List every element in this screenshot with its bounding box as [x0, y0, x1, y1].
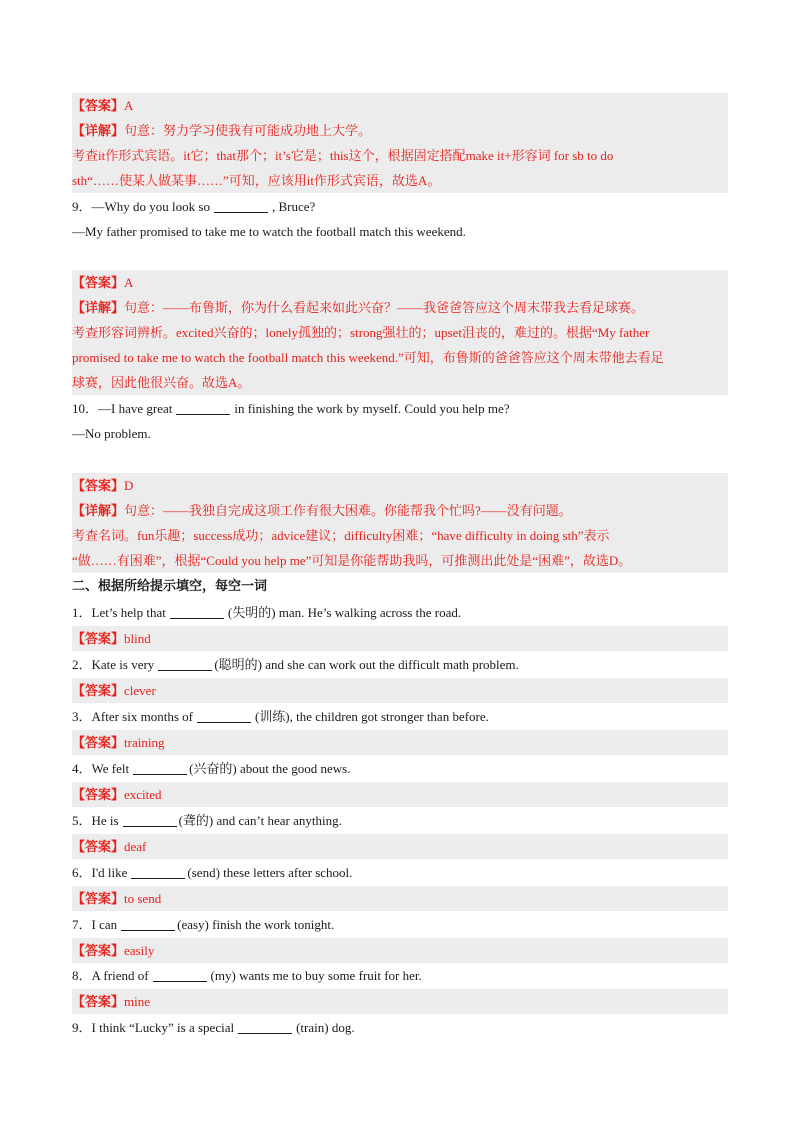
question-9-suffix: , Bruce?: [271, 199, 316, 214]
answer-line: [72, 678, 728, 703]
explanation-text: 句意：努力学习使我有可能成功地上大学。: [124, 123, 372, 138]
answer-line: [72, 782, 728, 807]
answer-label: 【答案】: [72, 891, 125, 906]
fill-question-6: [72, 860, 728, 885]
answer-line: [72, 938, 728, 963]
answer-line: [72, 93, 728, 118]
answer-value: to send: [124, 891, 162, 906]
fill-question-3: [72, 704, 728, 729]
fill-question-suffix: (失明的) man. He’s walking across the road.: [227, 605, 462, 620]
fill-question-prefix: 4．We felt: [72, 761, 130, 776]
fill-question-suffix: (聪明的) and she can work out the difficult math problem.: [214, 657, 519, 672]
answer-value: excited: [124, 787, 162, 802]
answer-value: A: [124, 275, 134, 290]
fill-question-9: [72, 1015, 728, 1040]
answer-label: 【答案】: [72, 631, 125, 646]
section-heading: 二、根据所给提示填空，每空一词: [72, 579, 268, 594]
question-9-prefix: 9．—Why do you look so: [72, 199, 210, 214]
fill-question-prefix: 3．After six months of: [72, 709, 193, 724]
answer-line: [72, 989, 728, 1014]
question-10-prefix: 10．—I have great: [72, 401, 173, 416]
answer-blank: [123, 812, 177, 827]
answer-blank: [238, 1019, 292, 1034]
answer-line: [72, 886, 728, 911]
fill-question-prefix: 5．He is: [72, 813, 119, 828]
answer-label: 【答案】: [72, 98, 125, 113]
answer-blank: [153, 967, 207, 982]
answer-line: [72, 834, 728, 859]
fill-question-suffix: (train) dog.: [296, 1020, 355, 1035]
fill-question-4: [72, 756, 728, 781]
answer-line: [72, 730, 728, 755]
question-10-stem: [72, 396, 728, 421]
fill-question-suffix: (训练), the children got stronger than before.: [254, 709, 489, 724]
fill-question-prefix: 1．Let’s help that: [72, 605, 166, 620]
answer-blank: [197, 708, 251, 723]
answer-label: 【答案】: [72, 275, 125, 290]
question-9-line2: —My father promised to take me to watch the football match this weekend.: [72, 224, 466, 239]
answer-value: mine: [124, 994, 151, 1009]
explanation-label: 【详解】: [72, 300, 125, 315]
explanation-label: 【详解】: [72, 503, 125, 518]
fill-question-5: [72, 808, 728, 833]
fill-question-suffix: (easy) finish the work tonight.: [177, 917, 335, 932]
explanation-line: [72, 295, 728, 320]
fill-question-7: [72, 912, 728, 937]
fill-question-prefix: 7．I can: [72, 917, 118, 932]
answer-blank: [158, 656, 212, 671]
answer-label: 【答案】: [72, 787, 125, 802]
question-9-stem: [72, 194, 728, 219]
answer-blank: [170, 604, 224, 619]
question-10-suffix: in finishing the work by myself. Could you help me?: [234, 401, 510, 416]
explanation-line: [72, 118, 728, 143]
fill-question-prefix: 9．I think “Lucky” is a special: [72, 1020, 235, 1035]
explanation-line: [72, 498, 728, 523]
explanation-line: 考查名词。fun乐趣；success成功；advice建议；difficulty困难；“have difficulty in doing sth”表示: [72, 523, 728, 548]
answer-label: 【答案】: [72, 478, 125, 493]
answer-blank: [121, 916, 175, 931]
fill-question-suffix: (兴奋的) about the good news.: [189, 761, 351, 776]
answer-blank: [133, 760, 187, 775]
explanation-text: 句意：——布鲁斯，你为什么看起来如此兴奋？——我爸爸答应这个周末带我去看足球赛。: [124, 300, 645, 315]
answer-label: 【答案】: [72, 735, 125, 750]
answer-value: blind: [124, 631, 151, 646]
explanation-line: 球赛，因此他很兴奋。故选A。: [72, 370, 728, 395]
answer-value: A: [124, 98, 134, 113]
explanation-line: 考查it作形式宾语。it它；that那个；it’s它是；this这个，根据固定搭配make it+形容词 for sb to do: [72, 143, 728, 168]
question-10-line2: —No problem.: [72, 426, 151, 441]
explanation-line: 考查形容词辨析。excited兴奋的；lonely孤独的；strong强壮的；upset沮丧的，难过的。根据“My father: [72, 320, 728, 345]
answer-value: clever: [124, 683, 156, 698]
fill-question-suffix: (send) these letters after school.: [187, 865, 353, 880]
fill-question-1: [72, 600, 728, 625]
answer-value: deaf: [124, 839, 147, 854]
answer-line: [72, 626, 728, 651]
answer-value: easily: [124, 943, 155, 958]
fill-question-8: [72, 963, 728, 988]
answer-blank: [131, 864, 185, 879]
explanation-line: promised to take me to watch the football match this weekend.”可知，布鲁斯的爸爸答应这个周末带他去看足: [72, 345, 728, 370]
answer-line: [72, 270, 728, 295]
answer-label: 【答案】: [72, 839, 125, 854]
fill-question-prefix: 6．I'd like: [72, 865, 128, 880]
answer-line: [72, 473, 728, 498]
answer-label: 【答案】: [72, 683, 125, 698]
fill-question-prefix: 2．Kate is very: [72, 657, 155, 672]
explanation-text: 句意：——我独自完成这项工作有很大困难。你能帮我个忙吗?——没有问题。: [124, 503, 572, 518]
answer-value: training: [124, 735, 165, 750]
explanation-line: sth“……使某人做某事……”可知，应该用it作形式宾语，故选A。: [72, 168, 728, 193]
explanation-label: 【详解】: [72, 123, 125, 138]
fill-question-suffix: (my) wants me to buy some fruit for her.: [210, 968, 422, 983]
explanation-line: “做……有困难”，根据“Could you help me”可知是你能帮助我吗，可推测出此处是“困难”，故选D。: [72, 548, 728, 573]
answer-blank: [176, 400, 230, 415]
answer-blank: [214, 198, 268, 213]
fill-question-2: [72, 652, 728, 677]
fill-question-suffix: (聋的) and can’t hear anything.: [178, 813, 342, 828]
answer-label: 【答案】: [72, 994, 125, 1009]
fill-question-prefix: 8．A friend of: [72, 968, 149, 983]
answer-label: 【答案】: [72, 943, 125, 958]
answer-value: D: [124, 478, 134, 493]
